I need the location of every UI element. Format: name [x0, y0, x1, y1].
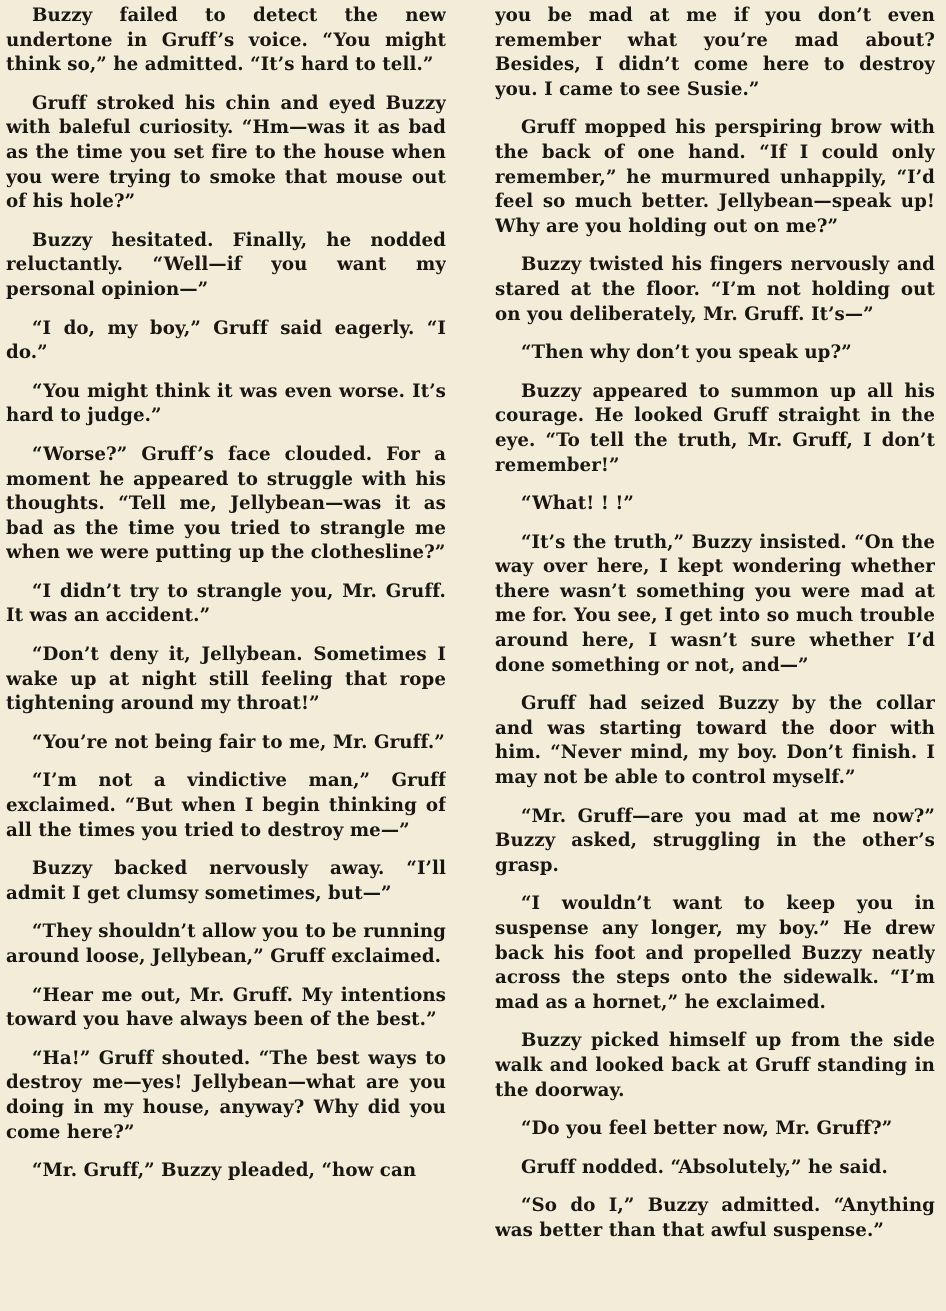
paragraph: “I wouldn’t want to keep you in suspense any longer, my boy.” He drew back his foot and propelled Buzzy neatly across the steps onto the sidewalk. “I’m mad as a hornet,” he exclaimed. [495, 893, 935, 1013]
paragraph: “Mr. Gruff—are you mad at me now?” Buzzy asked, struggling in the other’s grasp. [495, 805, 935, 876]
paragraph: Buzzy picked himself up from the side walk and looked back at Gruff standing in the doorway. [495, 1030, 935, 1101]
paragraph: Buzzy appeared to summon up all his courage. He looked Gruff straight in the eye. “To tell the truth, Mr. Gruff, I don’t remember!” [495, 380, 935, 476]
paragraph: Gruff had seized Buzzy by the collar and was starting toward the door with him. “Never mind, my boy. Don’t finish. I may not be able to control myself.” [495, 693, 935, 789]
paragraph: “Ha!” Gruff shouted. “The best ways to destroy me—yes! Jellybean—what are you doing in my house, anyway? Why did you come here?” [6, 1047, 446, 1143]
paragraph: “They shouldn’t allow you to be running around loose, Jellybean,” Gruff exclaimed. [6, 921, 446, 967]
paragraph: “Then why don’t you speak up?” [521, 342, 852, 364]
left-column [6, 4, 446, 1311]
paragraph: “It’s the truth,” Buzzy insisted. “On the way over here, I kept wondering whether there wasn’t something you were mad at me for. You see, I get into so much trouble around here, I wasn’t sure whether I’d done something or not, and—” [495, 531, 935, 676]
paragraph: “Don’t deny it, Jellybean. Sometimes I wake up at night still feeling that rope tightening around my throat!” [6, 644, 446, 715]
right-column [495, 4, 935, 1311]
paragraph: “You might think it was even worse. It’s hard to judge.” [6, 380, 446, 427]
paragraph: Buzzy backed nervously away. “I’ll admit I get clumsy sometimes, but—” [6, 858, 446, 904]
paragraph: “You’re not being fair to me, Mr. Gruff.” [32, 731, 445, 753]
paragraph: “I do, my boy,” Gruff said eagerly. “I do.” [6, 317, 446, 364]
paragraph: “Mr. Gruff,” Buzzy pleaded, “how can [32, 1160, 417, 1182]
paragraph: “Worse?” Gruff’s face clouded. For a moment he appeared to struggle with his thoughts. “Tell me, Jellybean—was it as bad as the time you tried to strangle me when we were putting up the clothesline?” [6, 443, 446, 564]
paragraph: Buzzy failed to detect the new undertone in Gruff’s voice. “You might think so,” he admitted. “It’s hard to tell.” [6, 5, 446, 76]
paragraph: Gruff mopped his perspiring brow with the back of one hand. “If I could only remember,” he murmured unhappily, “I’d feel so much better. Jellybean—speak up! Why are you holding out on me?” [495, 117, 935, 237]
paragraph: “I’m not a vindictive man,” Gruff exclaimed. “But when I begin thinking of all the times you tried to destroy me—” [6, 770, 446, 841]
paragraph: “So do I,” Buzzy admitted. “Anything was better than that awful suspense.” [495, 1195, 935, 1241]
paragraph: Gruff stroked his chin and eyed Buzzy with baleful curiosity. “Hm—was it as bad as the time you set fire to the house when you were trying to smoke that mouse out of his hole?” [6, 92, 446, 213]
paragraph: Gruff nodded. “Absolutely,” he said. [521, 1156, 888, 1178]
paragraph: “Do you feel better now, Mr. Gruff?” [521, 1118, 893, 1140]
paragraph: “What! ! !” [521, 493, 634, 515]
paragraph-continued: you be mad at me if you don’t even remember what you’re mad about? Besides, I didn’t come here to destroy you. I came to see Susie.” [495, 5, 935, 100]
paragraph: Buzzy hesitated. Finally, he nodded reluctantly. “Well—if you want my personal opinion—” [6, 229, 446, 300]
paragraph: Buzzy twisted his fingers nervously and stared at the floor. “I’m not holding out on you deliberately, Mr. Gruff. It’s—” [495, 254, 935, 325]
paragraph: “Hear me out, Mr. Gruff. My intentions toward you have always been of the best.” [6, 984, 446, 1031]
paragraph: “I didn’t try to strangle you, Mr. Gruff. It was an accident.” [6, 580, 446, 627]
